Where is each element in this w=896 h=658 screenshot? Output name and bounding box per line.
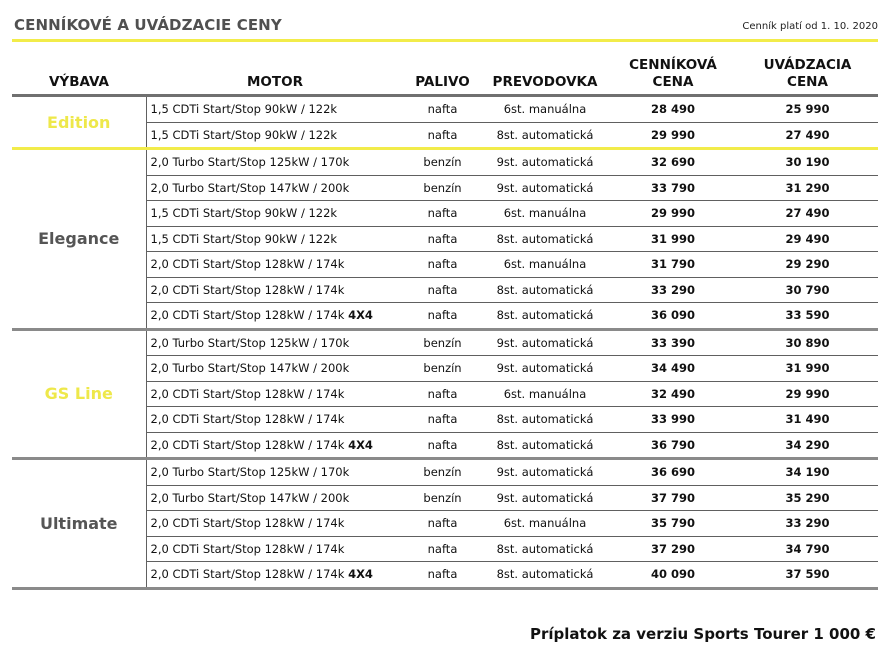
list-price-cell: 33 390 xyxy=(609,329,737,356)
intro-price-cell: 31 290 xyxy=(737,175,878,201)
intro-price-cell: 34 190 xyxy=(737,459,878,486)
gearbox-cell: 8st. automatická xyxy=(481,122,609,149)
gearbox-cell: 9st. automatická xyxy=(481,175,609,201)
motor-text: 2,0 CDTi Start/Stop 128kW / 174k xyxy=(150,567,345,582)
motor-text: 2,0 Turbo Start/Stop 147kW / 200k xyxy=(150,490,350,505)
header-uvadzacia-line2: CENA xyxy=(787,74,828,90)
table-row xyxy=(12,459,878,486)
header-uvadzacia-cena xyxy=(737,43,878,96)
motor-cell xyxy=(146,407,404,433)
intro-price-cell: 34 290 xyxy=(737,432,878,459)
fuel-cell: nafta xyxy=(404,226,481,252)
gearbox-cell: 8st. automatická xyxy=(481,536,609,562)
intro-price-cell: 31 990 xyxy=(737,356,878,382)
motor-text: 2,0 CDTi Start/Stop 128kW / 174k xyxy=(150,541,345,556)
motor-text: 2,0 CDTi Start/Stop 128kW / 174k xyxy=(150,257,345,272)
gearbox-cell: 6st. manuálna xyxy=(481,252,609,278)
gearbox-cell: 6st. manuálna xyxy=(481,381,609,407)
motor-text: 2,0 CDTi Start/Stop 128kW / 174k xyxy=(150,412,345,427)
motor-text: 2,0 CDTi Start/Stop 128kW / 174k xyxy=(150,386,345,401)
gearbox-cell: 9st. automatická xyxy=(481,329,609,356)
list-price-cell: 28 490 xyxy=(609,96,737,123)
title-divider xyxy=(12,39,878,42)
header-vybava: VÝBAVA xyxy=(48,74,110,90)
fuel-cell: benzín xyxy=(404,329,481,356)
fuel-cell: nafta xyxy=(404,96,481,123)
motor-text: 2,0 CDTi Start/Stop 128kW / 174k xyxy=(150,516,345,531)
fuel-cell: benzín xyxy=(404,356,481,382)
fuel-cell: nafta xyxy=(404,122,481,149)
motor-cell xyxy=(146,356,404,382)
motor-cell xyxy=(146,303,404,330)
motor-text: 1,5 CDTi Start/Stop 90kW / 122k xyxy=(150,127,338,142)
motor-text: 2,0 CDTi Start/Stop 128kW / 174k xyxy=(150,437,345,452)
list-price-cell: 33 990 xyxy=(609,407,737,433)
drive-4x4-label: 4X4 xyxy=(348,567,373,582)
price-table xyxy=(12,43,878,590)
list-price-cell: 34 490 xyxy=(609,356,737,382)
motor-cell xyxy=(146,201,404,227)
motor-cell xyxy=(146,562,404,589)
motor-cell xyxy=(146,536,404,562)
header-uvadzacia-line1: UVÁDZACIA xyxy=(763,57,852,73)
intro-price-cell: 34 790 xyxy=(737,536,878,562)
trim-label: Edition xyxy=(12,96,146,149)
gearbox-cell: 8st. automatická xyxy=(481,277,609,303)
motor-cell xyxy=(146,329,404,356)
list-price-cell: 31 790 xyxy=(609,252,737,278)
header-cennikova-line1: CENNÍKOVÁ xyxy=(629,57,717,73)
list-price-cell: 33 790 xyxy=(609,175,737,201)
fuel-cell: nafta xyxy=(404,252,481,278)
intro-price-cell: 27 490 xyxy=(737,201,878,227)
list-price-cell: 36 690 xyxy=(609,459,737,486)
list-price-cell: 31 990 xyxy=(609,226,737,252)
motor-text: 1,5 CDTi Start/Stop 90kW / 122k xyxy=(150,206,338,221)
motor-text: 2,0 Turbo Start/Stop 125kW / 170k xyxy=(150,335,350,350)
list-price-cell: 32 490 xyxy=(609,381,737,407)
gearbox-cell: 9st. automatická xyxy=(481,459,609,486)
fuel-cell: nafta xyxy=(404,381,481,407)
motor-text: 1,5 CDTi Start/Stop 90kW / 122k xyxy=(150,102,338,117)
fuel-cell: nafta xyxy=(404,201,481,227)
intro-price-cell: 27 490 xyxy=(737,122,878,149)
header-palivo: PALIVO xyxy=(415,74,470,90)
motor-cell xyxy=(146,226,404,252)
intro-price-cell: 29 290 xyxy=(737,252,878,278)
table-row xyxy=(12,149,878,176)
list-price-cell: 33 290 xyxy=(609,277,737,303)
gearbox-cell: 8st. automatická xyxy=(481,562,609,589)
motor-text: 2,0 Turbo Start/Stop 125kW / 170k xyxy=(150,465,350,480)
gearbox-cell: 8st. automatická xyxy=(481,303,609,330)
fuel-cell: nafta xyxy=(404,432,481,459)
motor-cell xyxy=(146,175,404,201)
header-cennikova-line2: CENA xyxy=(652,74,694,90)
drive-4x4-label: 4X4 xyxy=(348,308,373,323)
header-prevodovka: PREVODOVKA xyxy=(492,74,598,90)
motor-cell xyxy=(146,485,404,511)
motor-cell xyxy=(146,122,404,149)
intro-price-cell: 30 890 xyxy=(737,329,878,356)
fuel-cell: benzín xyxy=(404,459,481,486)
list-price-cell: 32 690 xyxy=(609,149,737,176)
intro-price-cell: 37 590 xyxy=(737,562,878,589)
gearbox-cell: 8st. automatická xyxy=(481,226,609,252)
motor-cell xyxy=(146,381,404,407)
fuel-cell: nafta xyxy=(404,562,481,589)
table-header-row xyxy=(12,43,878,96)
list-price-cell: 36 090 xyxy=(609,303,737,330)
price-table-body xyxy=(12,96,878,589)
motor-text: 2,0 Turbo Start/Stop 147kW / 200k xyxy=(150,180,350,195)
header-motor: MOTOR xyxy=(247,74,303,90)
motor-text: 2,0 CDTi Start/Stop 128kW / 174k xyxy=(150,308,345,323)
list-price-cell: 29 990 xyxy=(609,201,737,227)
trim-label: GS Line xyxy=(12,329,146,459)
intro-price-cell: 29 990 xyxy=(737,381,878,407)
motor-cell xyxy=(146,252,404,278)
gearbox-cell: 6st. manuálna xyxy=(481,201,609,227)
trim-label: Ultimate xyxy=(12,459,146,589)
motor-cell xyxy=(146,149,404,176)
motor-text: 1,5 CDTi Start/Stop 90kW / 122k xyxy=(150,231,338,246)
fuel-cell: nafta xyxy=(404,407,481,433)
motor-text: 2,0 Turbo Start/Stop 147kW / 200k xyxy=(150,361,350,376)
motor-cell xyxy=(146,277,404,303)
fuel-cell: nafta xyxy=(404,303,481,330)
motor-text: 2,0 CDTi Start/Stop 128kW / 174k xyxy=(150,282,345,297)
motor-cell xyxy=(146,432,404,459)
table-row xyxy=(12,96,878,123)
validity-note: Cenník platí od 1. 10. 2020 xyxy=(742,21,878,32)
motor-text: 2,0 Turbo Start/Stop 125kW / 170k xyxy=(150,155,350,170)
intro-price-cell: 29 490 xyxy=(737,226,878,252)
intro-price-cell: 25 990 xyxy=(737,96,878,123)
drive-4x4-label: 4X4 xyxy=(348,437,373,452)
gearbox-cell: 6st. manuálna xyxy=(481,96,609,123)
intro-price-cell: 33 590 xyxy=(737,303,878,330)
page-title: CENNÍKOVÉ A UVÁDZACIE CENY xyxy=(14,16,282,34)
intro-price-cell: 35 290 xyxy=(737,485,878,511)
list-price-cell: 36 790 xyxy=(609,432,737,459)
intro-price-cell: 30 790 xyxy=(737,277,878,303)
motor-cell xyxy=(146,459,404,486)
gearbox-cell: 6st. manuálna xyxy=(481,511,609,537)
fuel-cell: benzín xyxy=(404,485,481,511)
gearbox-cell: 8st. automatická xyxy=(481,407,609,433)
motor-cell xyxy=(146,96,404,123)
intro-price-cell: 33 290 xyxy=(737,511,878,537)
sports-tourer-surcharge: Príplatok za verziu Sports Tourer 1 000 € xyxy=(529,625,876,643)
fuel-cell: benzín xyxy=(404,175,481,201)
fuel-cell: nafta xyxy=(404,511,481,537)
list-price-cell: 37 290 xyxy=(609,536,737,562)
list-price-cell: 35 790 xyxy=(609,511,737,537)
fuel-cell: benzín xyxy=(404,149,481,176)
intro-price-cell: 30 190 xyxy=(737,149,878,176)
motor-cell xyxy=(146,511,404,537)
gearbox-cell: 9st. automatická xyxy=(481,149,609,176)
gearbox-cell: 9st. automatická xyxy=(481,356,609,382)
list-price-cell: 29 990 xyxy=(609,122,737,149)
intro-price-cell: 31 490 xyxy=(737,407,878,433)
list-price-cell: 40 090 xyxy=(609,562,737,589)
trim-label: Elegance xyxy=(12,149,146,330)
table-row xyxy=(12,329,878,356)
fuel-cell: nafta xyxy=(404,536,481,562)
gearbox-cell: 8st. automatická xyxy=(481,432,609,459)
gearbox-cell: 9st. automatická xyxy=(481,485,609,511)
list-price-cell: 37 790 xyxy=(609,485,737,511)
fuel-cell: nafta xyxy=(404,277,481,303)
header-cennikova-cena xyxy=(609,43,737,96)
